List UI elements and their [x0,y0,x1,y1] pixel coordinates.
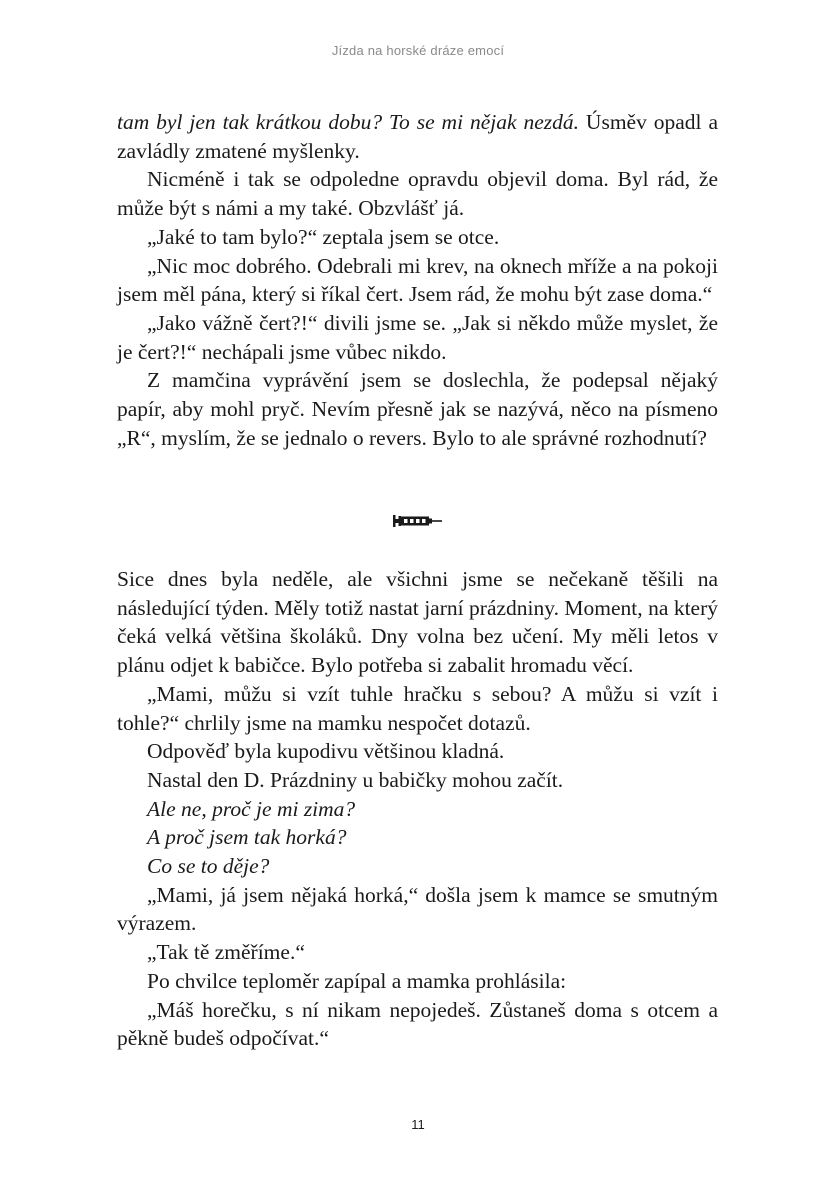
paragraph: „Mami, já jsem nějaká horká,“ došla jsem k mamce se smutným výrazem. [117,882,718,936]
paragraph: Po chvilce teploměr zapípal a mamka prohlásila: [147,968,567,993]
italic-thought: Ale ne, proč je mi zima? [147,796,356,821]
paragraph [117,795,718,824]
paragraph-text: Úsměv opadl a zavládly zmatené myšlenky. [117,110,719,163]
italic-thought: A proč jsem tak horká? [147,825,347,850]
paragraph: „Tak tě změříme.“ [147,940,305,965]
paragraph [117,108,718,165]
text-section-1 [117,108,718,452]
paragraph: Odpověď byla kupodivu většinou kladná. [147,739,505,764]
paragraph: Nicméně i tak se odpoledne opravdu objevil doma. Byl rád, že může být s námi a my také. Obzvlášť já. [117,167,718,221]
paragraph: „Mami, můžu si vzít tuhle hračku s sebou? A můžu si vzít i tohle?“ chrlily jsme na mamku nespočet dotazů. [117,681,718,735]
paragraph: Z mamčina vyprávění jsem se doslechla, že podepsal nějaký papír, aby mohl pryč. Nevím přesně jak se nazývá, něco na písmeno „R“, myslím, že se jednalo o revers. Bylo to ale správné rozhodnutí? [117,368,718,450]
paragraph: „Nic moc dobrého. Odebrali mi krev, na oknech mříže a na pokoji jsem měl pána, který si říkal čert. Jsem rád, že mohu být zase doma.“ [117,253,718,307]
page-number: 11 [411,1117,425,1132]
syringe-icon [393,513,443,529]
paragraph [117,852,718,881]
paragraph: „Jaké to tam bylo?“ zeptala jsem se otce. [147,224,500,249]
paragraph: „Máš horečku, s ní nikam nepojedeš. Zůstaneš doma s otcem a pěkně budeš odpočívat.“ [117,997,718,1051]
italic-thought: Co se to děje? [147,854,270,879]
paragraph: Nastal den D. Prázdniny u babičky mohou začít. [147,767,564,792]
italic-thought: tam byl jen tak krátkou dobu? To se mi nějak nezdá. [117,110,579,134]
paragraph: Sice dnes byla neděle, ale všichni jsme se nečekaně těšili na následující týden. Měly totiž nastat jarní prázdniny. Moment, na který čeká velká většina školáků. Dny volna bez učení. My měli letos v plánu odjet k babičce. Bylo potřeba si zabalit hromadu věcí. [117,567,718,678]
text-section-2 [117,565,718,1053]
paragraph: „Jako vážně čert?!“ divili jsme se. „Jak si někdo může myslet, že je čert?!“ nechápali jsme vůbec nikdo. [117,310,718,364]
paragraph [117,823,718,852]
running-header: Jízda na horské dráze emocí [331,43,505,58]
